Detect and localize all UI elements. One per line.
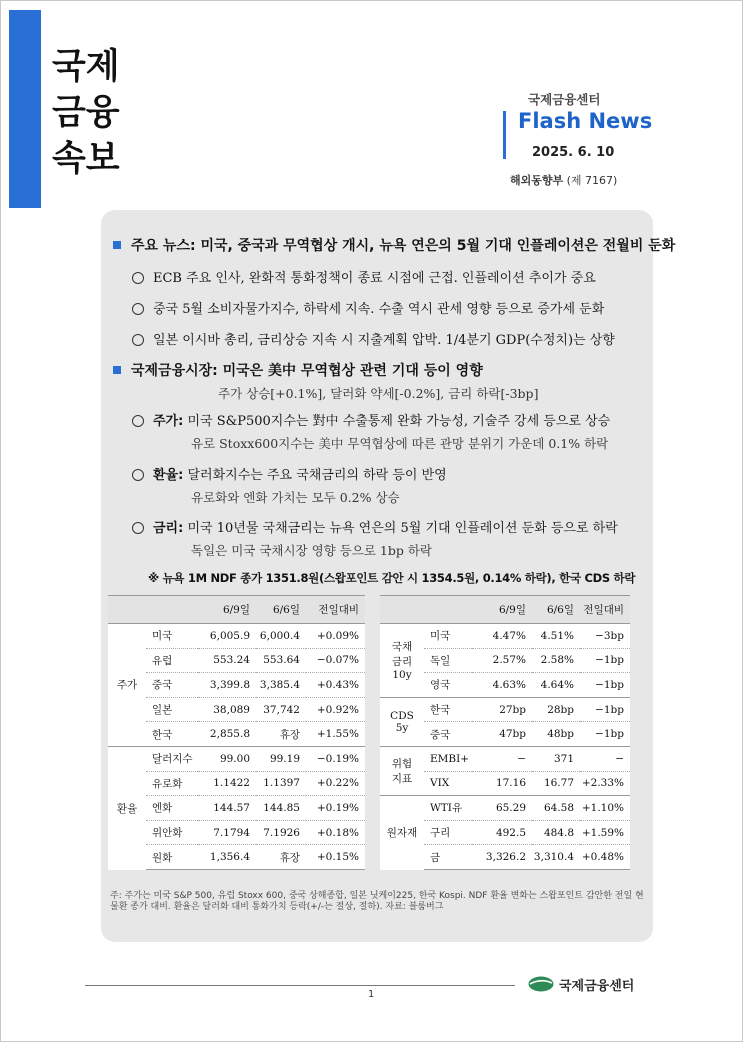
title-line: 금융 xyxy=(52,93,120,133)
market-item-text: 미국 10년물 국채금리는 뉴욕 연은의 5월 기대 인플레이션 둔화 등으로 하락 xyxy=(187,521,618,536)
row-label: 유로화 xyxy=(146,771,198,796)
table-cell: 휴장 xyxy=(256,722,306,747)
issue-number: (제 7167) xyxy=(566,174,618,187)
table-cell: 4.51% xyxy=(540,629,574,642)
row-label: 미국 xyxy=(152,630,173,643)
row-label: 중국 xyxy=(424,722,472,747)
group-label: 환율 xyxy=(108,746,146,869)
table-cell: −1bp xyxy=(580,673,630,698)
table-row xyxy=(380,796,630,821)
table-cell: 65.29 xyxy=(472,796,532,821)
table-cell: −1bp xyxy=(580,648,630,673)
row-label: 한국 xyxy=(146,722,198,747)
table-cell: 2,855.8 xyxy=(198,722,256,747)
table-row xyxy=(108,796,365,821)
table-row xyxy=(108,648,365,673)
circle-bullet-icon xyxy=(132,334,144,346)
group-label: 국채 금리 10y xyxy=(391,641,413,682)
table-cell: +0.22% xyxy=(306,771,365,796)
table-row xyxy=(108,697,365,722)
table-cell: −0.19% xyxy=(306,746,365,771)
table-cell: 휴장 xyxy=(256,845,306,870)
table-row xyxy=(380,624,630,649)
row-label: 원화 xyxy=(146,845,198,870)
table-cell: −1bp xyxy=(580,697,630,722)
market-table-left xyxy=(108,595,365,870)
market-item-text: 달러화지수는 주요 국채금리의 하락 등이 반영 xyxy=(187,468,447,483)
circle-bullet-icon xyxy=(132,522,144,534)
title-accent-bar xyxy=(9,10,41,208)
logo-icon xyxy=(528,975,554,992)
row-label: 중국 xyxy=(146,673,198,698)
table-cell: 6,000.4 xyxy=(259,629,300,642)
news-text: 중국 5월 소비자물가지수, 하락세 지속. 수출 역시 관세 영향 등으로 증가세 둔화 xyxy=(153,302,605,317)
col-header: 6/6일 xyxy=(256,596,306,624)
title-line: 국제 xyxy=(52,47,120,87)
market-item-fx xyxy=(132,464,447,483)
table-row xyxy=(108,624,365,649)
row-label: 미국 xyxy=(430,630,451,643)
row-label: 엔화 xyxy=(146,796,198,821)
table-row xyxy=(108,820,365,845)
table-cell: − xyxy=(580,746,630,771)
market-item-sub: 유로 Stoxx600지수는 美中 무역협상에 따른 관망 분위기 가운데 0.1% 하락 xyxy=(191,436,609,451)
row-label: 유럽 xyxy=(146,648,198,673)
table-cell: 38,089 xyxy=(198,697,256,722)
table-cell: 553.64 xyxy=(256,648,306,673)
table-cell: +1.59% xyxy=(580,820,630,845)
title-line: 속보 xyxy=(52,139,120,179)
market-item-rates xyxy=(132,517,618,536)
market-item-text: 미국 S&P500지수는 對中 수출통제 완화 가능성, 기술주 강세 등으로 상승 xyxy=(187,414,611,429)
row-label: 일본 xyxy=(146,697,198,722)
table-cell: 17.16 xyxy=(472,771,532,796)
group-label: 위험 지표 xyxy=(380,746,424,795)
market-item-stocks xyxy=(132,410,610,429)
table-row xyxy=(108,845,365,870)
table-cell: 4.63% xyxy=(472,673,532,698)
market-item-head: 금리: xyxy=(153,521,184,536)
table-cell: −0.07% xyxy=(306,648,365,673)
table-row xyxy=(380,697,630,722)
table-cell: 4.64% xyxy=(532,673,580,698)
row-label: 구리 xyxy=(424,820,472,845)
group-label: 주가 xyxy=(116,679,138,692)
row-label: WTI유 xyxy=(424,796,472,821)
circle-bullet-icon xyxy=(132,415,144,427)
table-cell: +1.55% xyxy=(306,722,365,747)
table-row xyxy=(108,746,365,771)
col-header: 6/9일 xyxy=(198,596,256,624)
table-cell: +1.10% xyxy=(580,796,630,821)
bullet-square-icon xyxy=(113,366,121,374)
table-cell: 99.19 xyxy=(256,746,306,771)
table-cell: 492.5 xyxy=(472,820,532,845)
table-cell: 7.1794 xyxy=(198,820,256,845)
flash-news-label: Flash News xyxy=(518,109,653,133)
table-cell: 27bp xyxy=(472,697,532,722)
circle-bullet-icon xyxy=(132,303,144,315)
col-header: 6/6일 xyxy=(532,596,580,624)
table-cell: 144.57 xyxy=(198,796,256,821)
table-cell: 64.58 xyxy=(532,796,580,821)
table-header-row xyxy=(108,596,365,624)
section-title: 주요 뉴스: 미국, 중국과 무역협상 개시, 뉴욕 연은의 5월 기대 인플레이션은 전월비 둔화 xyxy=(131,238,676,254)
table-cell: 1,356.4 xyxy=(198,845,256,870)
market-item-sub: 독일은 미국 국채시장 영향 등으로 1bp 하락 xyxy=(191,543,432,558)
table-cell: −3bp xyxy=(595,629,624,642)
table-cell: 553.24 xyxy=(198,648,256,673)
table-cell: +0.15% xyxy=(306,845,365,870)
table-cell: +0.92% xyxy=(306,697,365,722)
row-label: 금 xyxy=(424,845,472,870)
col-header: 전일대비 xyxy=(306,596,365,624)
table-cell: +0.48% xyxy=(580,845,630,870)
report-title xyxy=(52,44,120,182)
table-row xyxy=(108,771,365,796)
section-title: 국제금융시장: 미국은 美中 무역협상 관련 기대 등이 영향 xyxy=(131,363,483,379)
table-cell: +2.33% xyxy=(580,771,630,796)
table-cell: 1.1422 xyxy=(198,771,256,796)
table-cell: 2.57% xyxy=(472,648,532,673)
table-cell: 4.47% xyxy=(492,629,526,642)
brand-name: 국제금융센터 xyxy=(528,92,601,107)
table-cell: 3,399.8 xyxy=(198,673,256,698)
row-label: 달러지수 xyxy=(146,746,198,771)
table-cell: 48bp xyxy=(532,722,580,747)
table-row xyxy=(108,722,365,747)
col-header: 전일대비 xyxy=(580,596,630,624)
news-item xyxy=(132,329,615,348)
news-item xyxy=(132,267,596,286)
department xyxy=(510,172,617,188)
row-label: 한국 xyxy=(424,697,472,722)
row-label: 독일 xyxy=(424,648,472,673)
table-cell: 99.00 xyxy=(198,746,256,771)
market-item-head: 환율: xyxy=(153,468,184,483)
table-cell: 484.8 xyxy=(532,820,580,845)
table-header-row xyxy=(380,596,630,624)
table-cell: 7.1926 xyxy=(256,820,306,845)
report-date: 2025. 6. 10 xyxy=(532,145,615,160)
table-cell: +0.09% xyxy=(316,629,359,642)
table-cell: 3,326.2 xyxy=(472,845,532,870)
table-cell: 3,385.4 xyxy=(256,673,306,698)
col-header: 6/9일 xyxy=(472,596,532,624)
table-cell: 28bp xyxy=(532,697,580,722)
section-main-news xyxy=(113,235,675,255)
table-cell: 144.85 xyxy=(256,796,306,821)
table-cell: − xyxy=(472,746,532,771)
table-row xyxy=(108,673,365,698)
table-cell: +0.19% xyxy=(306,796,365,821)
group-label: CDS 5y xyxy=(380,697,424,746)
row-label: 영국 xyxy=(424,673,472,698)
market-summary: 주가 상승[+0.1%], 달러화 약세[-0.2%], 금리 하락[-3bp] xyxy=(218,386,539,401)
circle-bullet-icon xyxy=(132,469,144,481)
row-label: 위안화 xyxy=(146,820,198,845)
row-label: EMBI+ xyxy=(424,746,472,771)
table-cell: 37,742 xyxy=(256,697,306,722)
table-cell: +0.43% xyxy=(306,673,365,698)
page-number: 1 xyxy=(368,989,375,1000)
section-markets xyxy=(113,360,483,380)
circle-bullet-icon xyxy=(132,272,144,284)
footer-logo-text: 국제금융센터 xyxy=(559,979,635,994)
flash-accent-line xyxy=(503,111,506,159)
table-cell: 371 xyxy=(532,746,580,771)
table-cell: 3,310.4 xyxy=(532,845,580,870)
ndf-note: ※ 뉴욕 1M NDF 종가 1351.8원(스왑포인트 감안 시 1354.5원, 0.14% 하락), 한국 CDS 하락 xyxy=(148,571,636,585)
footnote: 주: 주가는 미국 S&P 500, 유럽 Stoxx 600, 중국 상해종합, 일본 닛케이225, 한국 Kospi. NDF 환율 변화는 스왑포인트 감안한 전일 현물환 종가 대비. 환율은 달러화 대비 통화가치 등락(+/-는 절상, 절하). 자료: 블룸버그 xyxy=(110,891,644,912)
table-cell: 16.77 xyxy=(532,771,580,796)
table-cell: +0.18% xyxy=(306,820,365,845)
market-item-sub: 유로화와 엔화 가치는 모두 0.2% 상승 xyxy=(191,490,400,505)
news-item xyxy=(132,298,604,317)
table-cell: 6,005.9 xyxy=(209,629,250,642)
table-cell: 2.58% xyxy=(532,648,580,673)
news-text: ECB 주요 인사, 완화적 통화정책이 종료 시점에 근접. 인플레이션 추이가 중요 xyxy=(153,271,596,286)
news-text: 일본 이시바 총리, 금리상승 지속 시 지출계획 압박. 1/4분기 GDP(수정치)는 상향 xyxy=(153,333,615,348)
table-cell: −1bp xyxy=(580,722,630,747)
table-cell: 47bp xyxy=(472,722,532,747)
market-table-right xyxy=(380,595,630,870)
group-label: 원자재 xyxy=(380,796,424,870)
table-row xyxy=(380,746,630,771)
table-cell: 1.1397 xyxy=(256,771,306,796)
dept-name: 해외동향부 xyxy=(510,174,564,187)
footer-divider xyxy=(85,985,515,986)
market-item-head: 주가: xyxy=(153,414,184,429)
row-label: VIX xyxy=(424,771,472,796)
bullet-square-icon xyxy=(113,241,121,249)
